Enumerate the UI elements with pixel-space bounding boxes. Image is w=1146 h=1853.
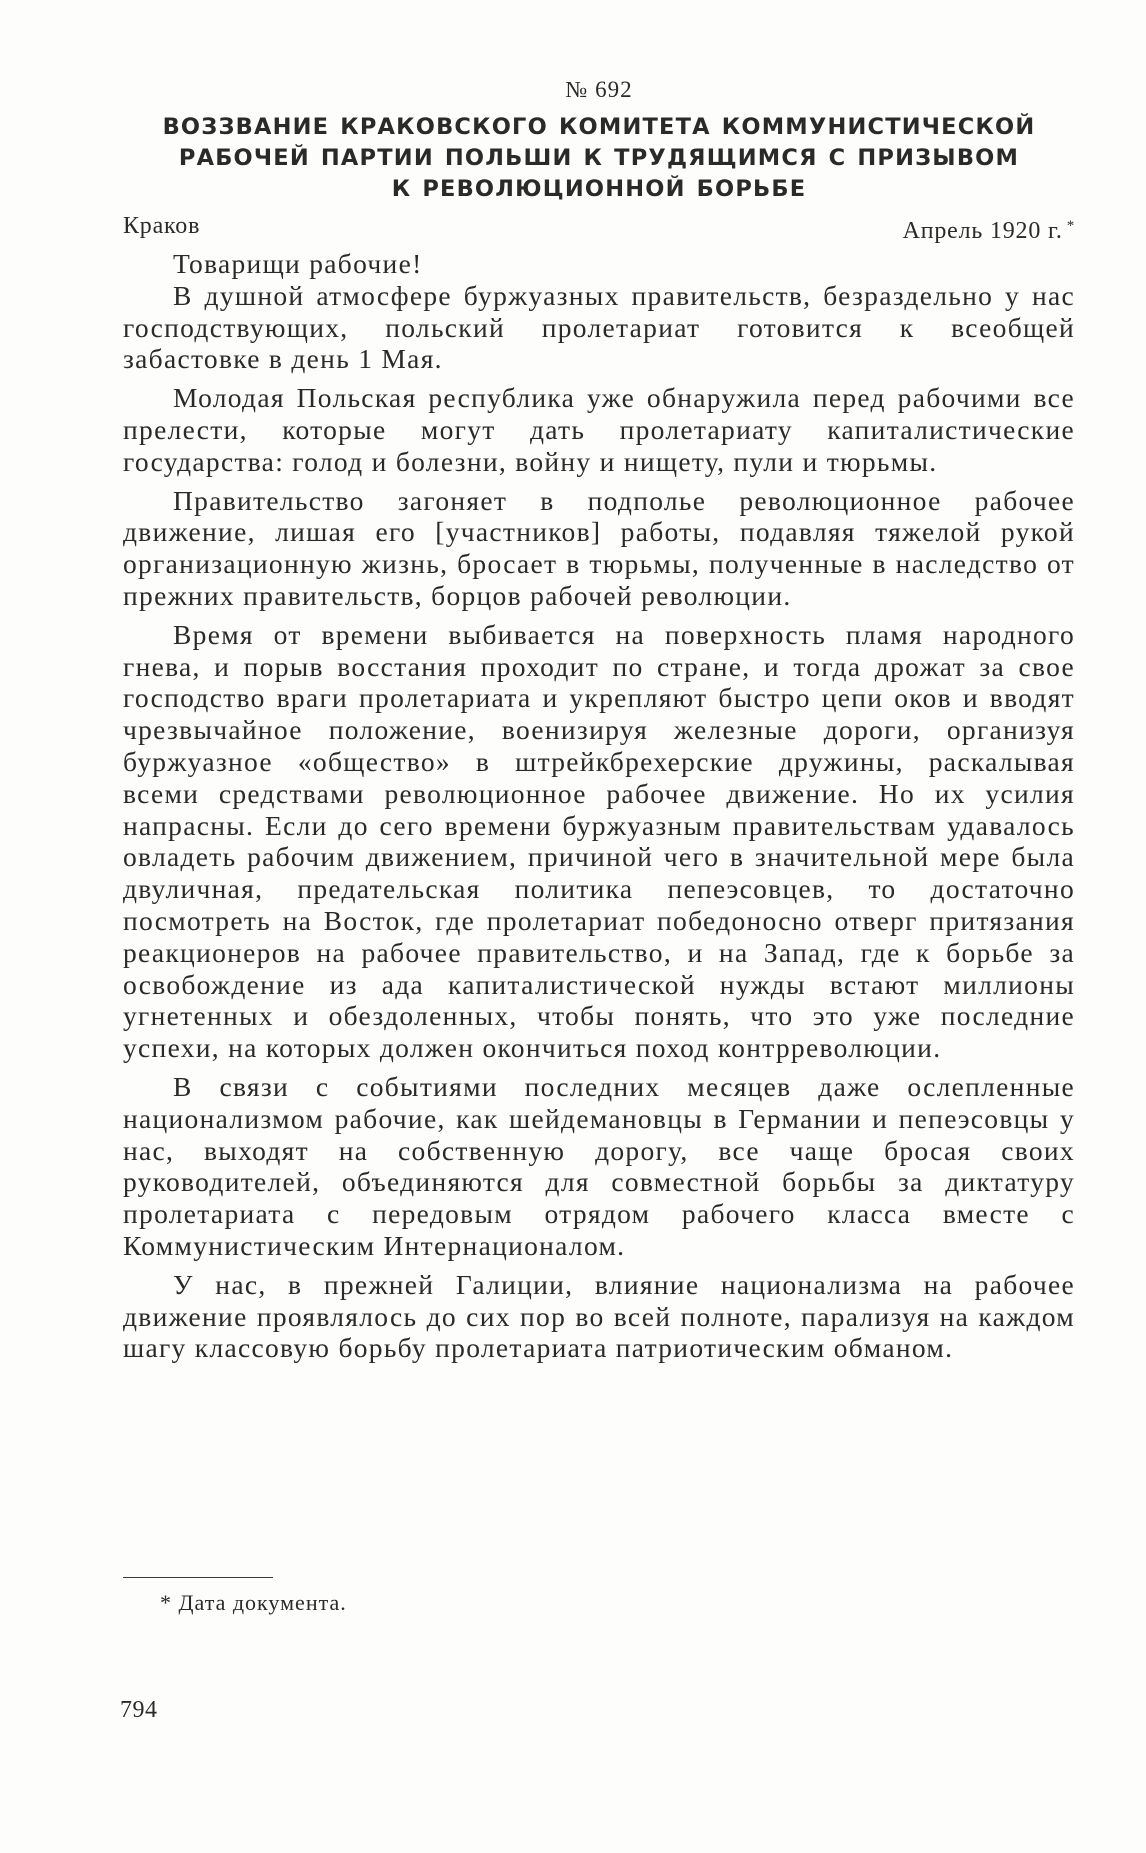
paragraph: В душной атмосфере буржуазных правительств, безраздельно у нас господствующих, польский пролетариат готовится к всеобщей забастовке в день 1 Мая. xyxy=(123,279,1075,375)
document-date-wrap xyxy=(903,211,1075,246)
place-date-row xyxy=(123,211,1075,246)
footnote-marker: * xyxy=(1066,218,1075,234)
document-number: № 692 xyxy=(565,77,633,102)
title-line-2: РАБОЧЕЙ ПАРТИИ ПОЛЬШИ К ТРУДЯЩИМСЯ С ПРИЗЫВОМ xyxy=(178,145,1020,171)
paragraph: Время от времени выбивается на поверхность пламя народного гнева, и порыв восстания проходит по стране, и тогда дрожат за свое господство враги пролетариата и укрепляют быстро цепи оков и вводят чрезвычайное положение, военизируя железные дороги, организуя буржуазное «общество» в штрейкбрехерские дружины, раскалывая всеми средствами революционное рабочее движение. Но их усилия напрасны. Если до сего времени буржуазным правительствам удавалось овладеть рабочим движением, причиной чего в значительной мере была двуличная, предательская политика пепеэсовцев, то достаточно посмотреть на Восток, где пролетариат победоносно отверг притязания реакционеров на рабочее правительство, и на Запад, где к борьбе за освобождение из ада капиталистической нужды встают миллионы угнетенных и обездоленных, чтобы понять, что это уже последние успехи, на которых должен окончиться поход контрреволюции. xyxy=(123,618,1075,1064)
document-place: Краков xyxy=(123,213,201,239)
paragraph: Правительство загоняет в подполье революционное рабочее движение, лишая его [участников] работы, подавляя тяжелой рукой организационную жизнь, бросает в тюрьмы, полученные в наследство от прежних правительств, борцов рабочей революции. xyxy=(123,484,1075,611)
footnote: * Дата документа. xyxy=(160,1590,347,1615)
paragraph: В связи с событиями последних месяцев даже ослепленные национализмом рабочие, как шейдемановцы в Германии и пепеэсовцы у нас, выходят на собственную дорогу, все чаще бросая своих руководителей, объединяются для совместной борьбы за диктатуру пролетариата с передовым отрядом рабочего класса вместе с Коммунистическим Интернационалом. xyxy=(123,1070,1075,1261)
document-body xyxy=(123,248,1075,1364)
page-number: 794 xyxy=(120,1697,158,1723)
document-page xyxy=(123,76,1075,1371)
paragraph: У нас, в прежней Галиции, влияние национализма на рабочее движение проявлялось до сих пор во всей полноте, парализуя на каждом шагу классовую борьбу пролетариата патриотическим обманом. xyxy=(123,1268,1075,1364)
document-date: Апрель 1920 г. xyxy=(902,218,1063,244)
footnote-divider xyxy=(123,1577,273,1578)
title-line-1: ВОЗЗВАНИЕ КРАКОВСКОГО КОМИТЕТА КОММУНИСТИЧЕСКОЙ xyxy=(162,114,1036,140)
paragraph-greeting: Товарищи рабочие! xyxy=(173,248,423,279)
document-title xyxy=(123,112,1075,205)
title-line-3: К РЕВОЛЮЦИОННОЙ БОРЬБЕ xyxy=(391,176,807,202)
paragraph: Молодая Польская республика уже обнаружила перед рабочими все прелести, которые могут дать пролетариату капиталистические государства: голод и болезни, войну и нищету, пули и тюрьмы. xyxy=(123,382,1075,477)
